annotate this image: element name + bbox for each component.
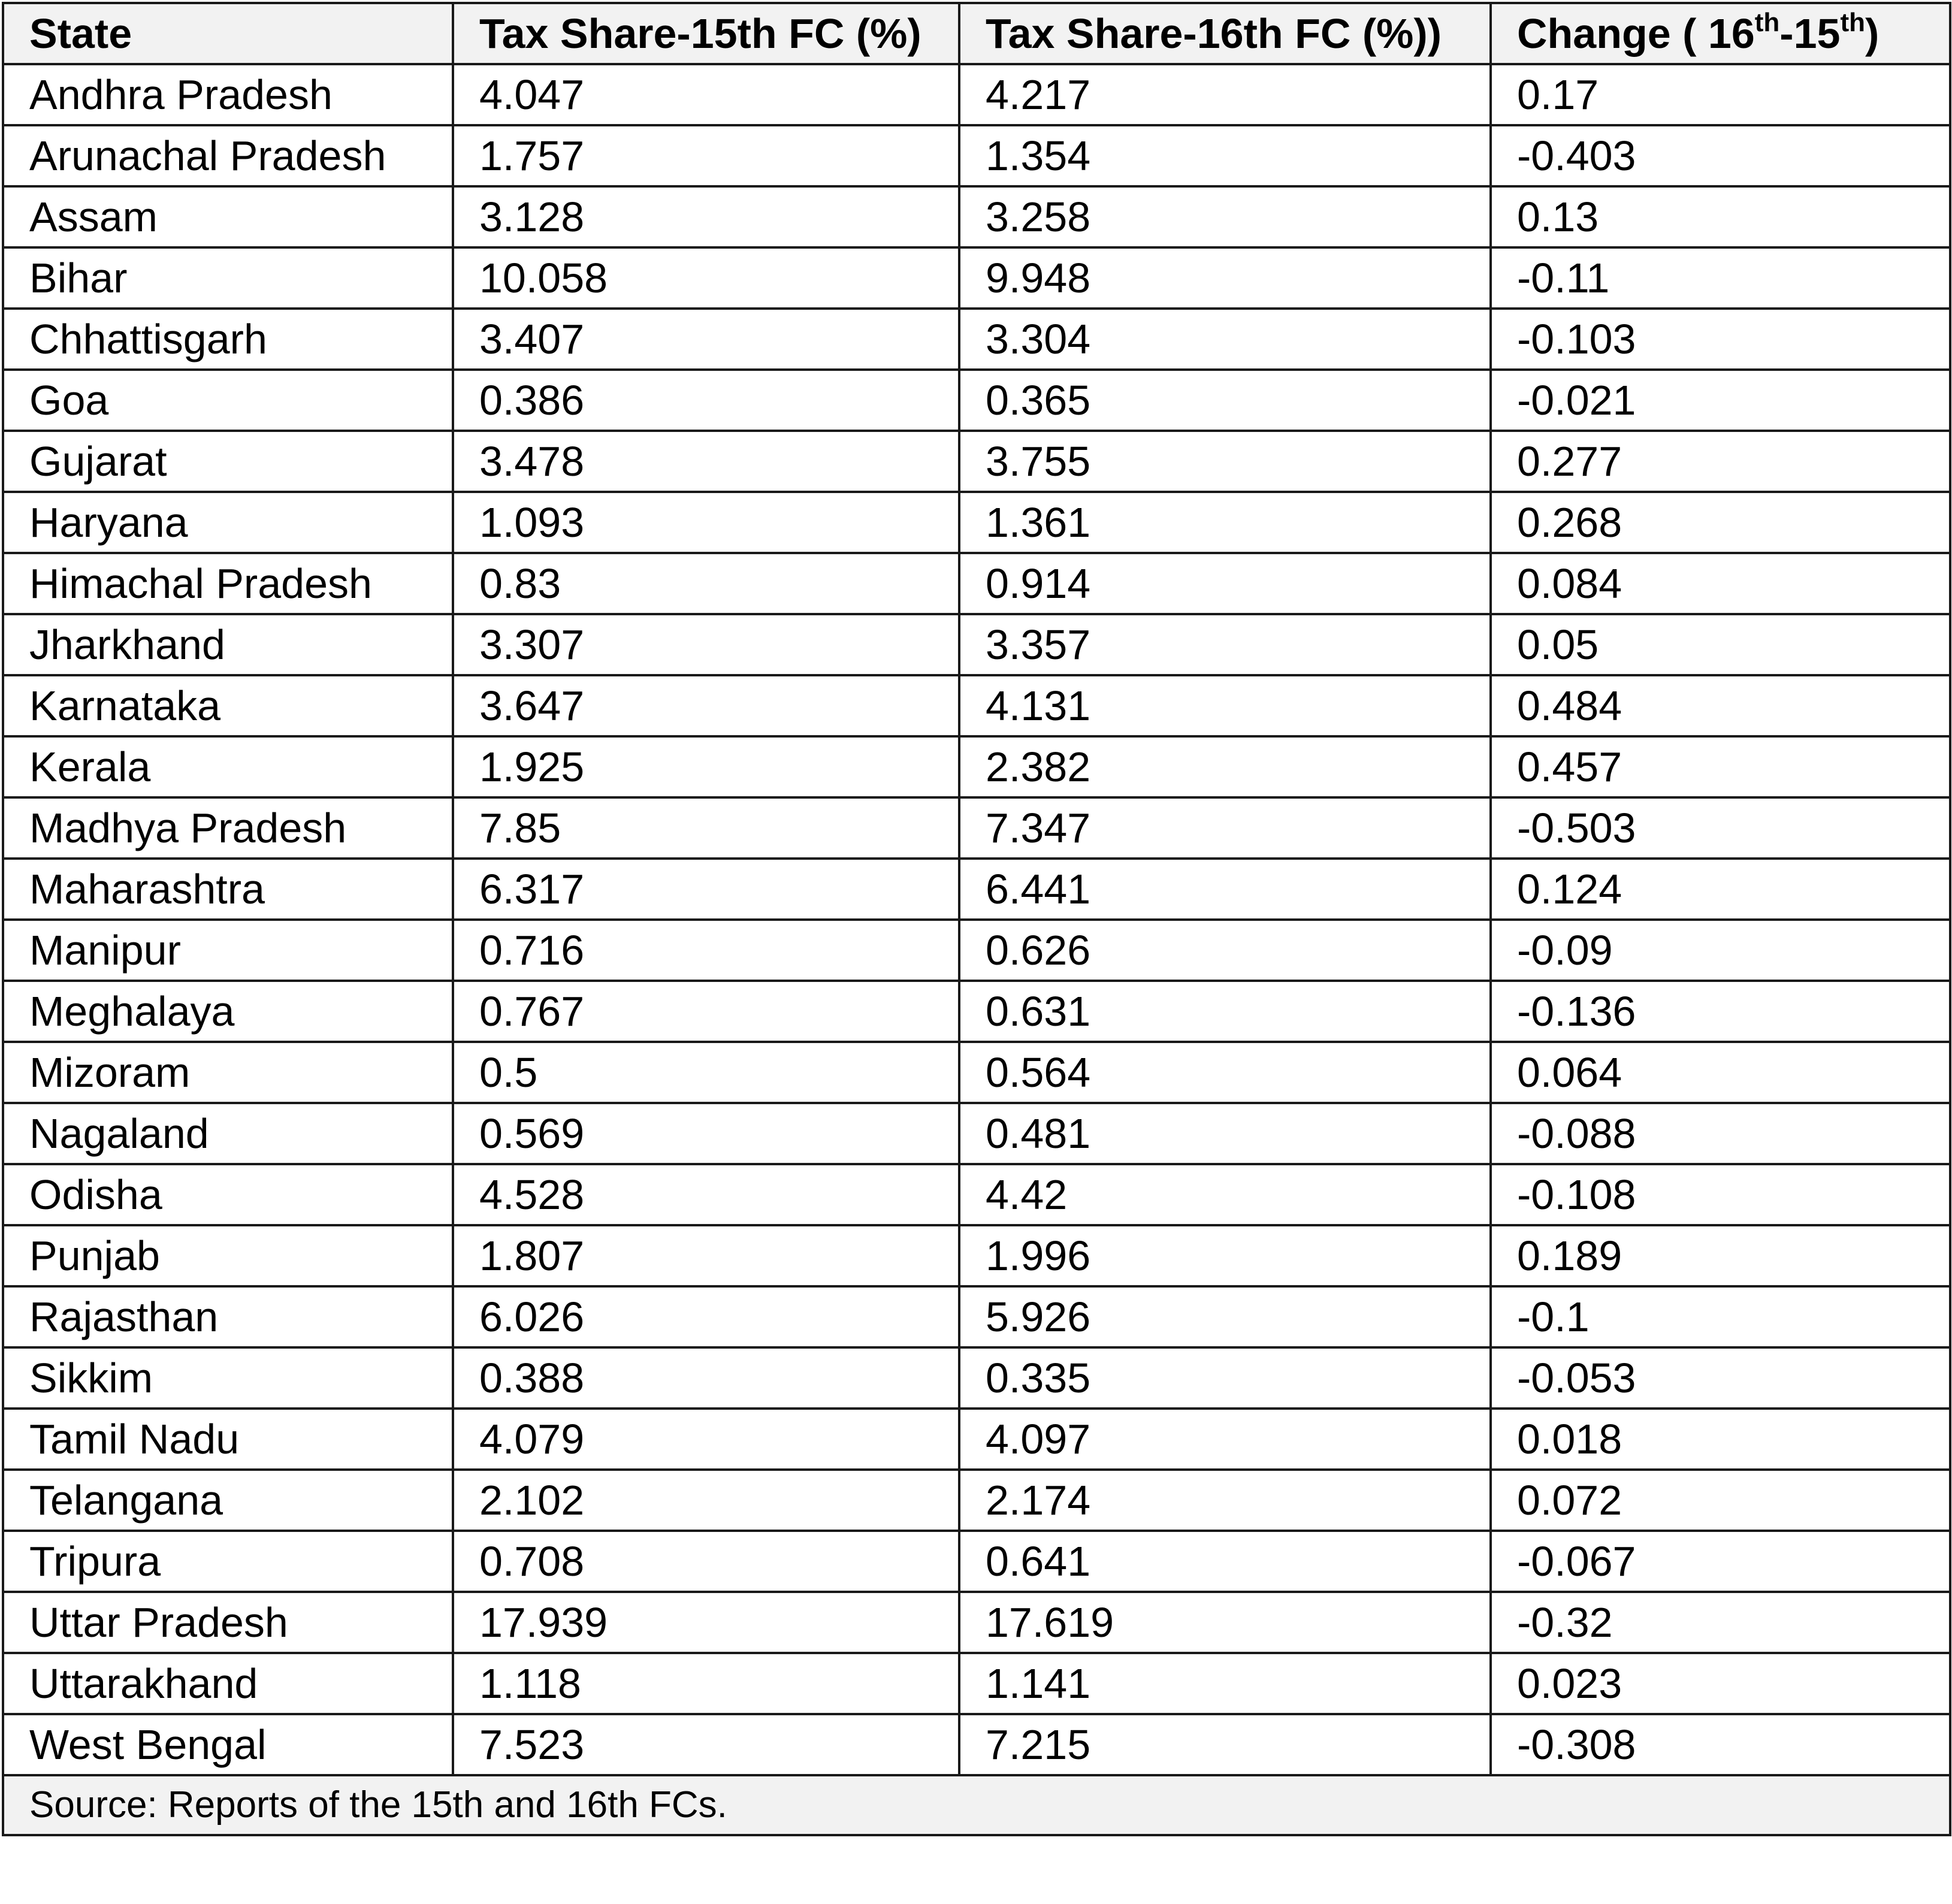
cell-change: -0.09 [1491, 920, 1950, 981]
cell-tax-share-16th: 1.141 [959, 1653, 1491, 1714]
cell-tax-share-15th: 0.767 [453, 981, 959, 1042]
cell-tax-share-15th: 6.026 [453, 1286, 959, 1347]
cell-tax-share-16th: 2.382 [959, 736, 1491, 797]
cell-tax-share-15th: 3.407 [453, 309, 959, 370]
cell-change: 0.072 [1491, 1470, 1950, 1531]
cell-tax-share-15th: 0.569 [453, 1103, 959, 1164]
cell-change: 0.484 [1491, 675, 1950, 736]
cell-state: Mizoram [3, 1042, 453, 1103]
table-row [3, 125, 1950, 186]
cell-state: Karnataka [3, 675, 453, 736]
cell-change: 0.084 [1491, 553, 1950, 614]
table-row [3, 370, 1950, 431]
header-state: State [3, 3, 453, 64]
cell-state: West Bengal [3, 1714, 453, 1775]
header-change-sup-1: th [1754, 7, 1780, 37]
cell-tax-share-16th: 0.641 [959, 1531, 1491, 1592]
cell-tax-share-15th: 0.716 [453, 920, 959, 981]
cell-change: -0.136 [1491, 981, 1950, 1042]
cell-tax-share-16th: 7.347 [959, 797, 1491, 859]
cell-state: Meghalaya [3, 981, 453, 1042]
cell-state: Jharkhand [3, 614, 453, 675]
cell-tax-share-15th: 3.307 [453, 614, 959, 675]
cell-change: 0.457 [1491, 736, 1950, 797]
cell-state: Maharashtra [3, 859, 453, 920]
header-row [3, 3, 1950, 64]
table-row [3, 309, 1950, 370]
table-row [3, 64, 1950, 125]
cell-tax-share-16th: 0.335 [959, 1347, 1491, 1409]
cell-tax-share-16th: 7.215 [959, 1714, 1491, 1775]
cell-tax-share-16th: 3.258 [959, 186, 1491, 247]
cell-tax-share-15th: 6.317 [453, 859, 959, 920]
cell-change: -0.088 [1491, 1103, 1950, 1164]
table-row [3, 1103, 1950, 1164]
cell-tax-share-15th: 0.83 [453, 553, 959, 614]
cell-change: 0.13 [1491, 186, 1950, 247]
table-row [3, 431, 1950, 492]
cell-tax-share-15th: 1.118 [453, 1653, 959, 1714]
cell-tax-share-15th: 4.079 [453, 1409, 959, 1470]
cell-state: Assam [3, 186, 453, 247]
table-row [3, 1164, 1950, 1225]
cell-tax-share-15th: 0.386 [453, 370, 959, 431]
cell-tax-share-16th: 1.354 [959, 125, 1491, 186]
table-row [3, 797, 1950, 859]
cell-change: -0.067 [1491, 1531, 1950, 1592]
cell-change: -0.1 [1491, 1286, 1950, 1347]
table-row [3, 247, 1950, 309]
cell-state: Himachal Pradesh [3, 553, 453, 614]
cell-state: Andhra Pradesh [3, 64, 453, 125]
header-change-sup-2: th [1840, 7, 1865, 37]
cell-tax-share-15th: 7.523 [453, 1714, 959, 1775]
table-row [3, 492, 1950, 553]
cell-change: -0.053 [1491, 1347, 1950, 1409]
cell-state: Odisha [3, 1164, 453, 1225]
cell-tax-share-15th: 4.528 [453, 1164, 959, 1225]
cell-tax-share-15th: 1.093 [453, 492, 959, 553]
cell-tax-share-16th: 3.304 [959, 309, 1491, 370]
cell-change: -0.503 [1491, 797, 1950, 859]
cell-state: Arunachal Pradesh [3, 125, 453, 186]
cell-change: -0.308 [1491, 1714, 1950, 1775]
cell-change: -0.403 [1491, 125, 1950, 186]
cell-change: -0.108 [1491, 1164, 1950, 1225]
header-change-suffix: ) [1865, 10, 1880, 57]
cell-change: 0.064 [1491, 1042, 1950, 1103]
table-row [3, 1714, 1950, 1775]
table-row [3, 1592, 1950, 1653]
cell-tax-share-15th: 0.5 [453, 1042, 959, 1103]
cell-tax-share-16th: 4.097 [959, 1409, 1491, 1470]
cell-change: 0.018 [1491, 1409, 1950, 1470]
cell-tax-share-15th: 2.102 [453, 1470, 959, 1531]
table-row [3, 736, 1950, 797]
table-row [3, 1286, 1950, 1347]
cell-tax-share-16th: 4.42 [959, 1164, 1491, 1225]
table-row [3, 1531, 1950, 1592]
cell-state: Chhattisgarh [3, 309, 453, 370]
cell-state: Kerala [3, 736, 453, 797]
cell-change: 0.023 [1491, 1653, 1950, 1714]
header-change-prefix: Change ( 16 [1517, 10, 1755, 57]
source-row [3, 1775, 1950, 1835]
cell-state: Tamil Nadu [3, 1409, 453, 1470]
cell-tax-share-16th: 0.481 [959, 1103, 1491, 1164]
cell-tax-share-16th: 0.914 [959, 553, 1491, 614]
cell-state: Madhya Pradesh [3, 797, 453, 859]
cell-tax-share-16th: 0.564 [959, 1042, 1491, 1103]
cell-state: Uttarakhand [3, 1653, 453, 1714]
cell-state: Manipur [3, 920, 453, 981]
cell-tax-share-16th: 0.631 [959, 981, 1491, 1042]
header-tax-share-16th: Tax Share-16th FC (%)) [959, 3, 1491, 64]
cell-tax-share-16th: 0.365 [959, 370, 1491, 431]
cell-tax-share-15th: 0.388 [453, 1347, 959, 1409]
cell-tax-share-16th: 6.441 [959, 859, 1491, 920]
cell-change: 0.05 [1491, 614, 1950, 675]
tax-share-table [2, 2, 1951, 1836]
cell-state: Goa [3, 370, 453, 431]
table-row [3, 614, 1950, 675]
cell-tax-share-16th: 3.357 [959, 614, 1491, 675]
cell-tax-share-16th: 17.619 [959, 1592, 1491, 1653]
cell-tax-share-16th: 1.361 [959, 492, 1491, 553]
cell-tax-share-15th: 3.128 [453, 186, 959, 247]
header-change-mid: -15 [1779, 10, 1841, 57]
cell-tax-share-16th: 1.996 [959, 1225, 1491, 1286]
cell-tax-share-15th: 17.939 [453, 1592, 959, 1653]
cell-change: -0.32 [1491, 1592, 1950, 1653]
cell-change: -0.11 [1491, 247, 1950, 309]
cell-change: 0.268 [1491, 492, 1950, 553]
cell-tax-share-16th: 9.948 [959, 247, 1491, 309]
cell-tax-share-16th: 0.626 [959, 920, 1491, 981]
cell-tax-share-16th: 5.926 [959, 1286, 1491, 1347]
table-row [3, 1347, 1950, 1409]
table-row [3, 1042, 1950, 1103]
table-row [3, 553, 1950, 614]
table-row [3, 1225, 1950, 1286]
cell-state: Sikkim [3, 1347, 453, 1409]
cell-change: 0.17 [1491, 64, 1950, 125]
cell-tax-share-15th: 3.478 [453, 431, 959, 492]
header-change [1491, 3, 1950, 64]
cell-tax-share-15th: 10.058 [453, 247, 959, 309]
table-row [3, 920, 1950, 981]
cell-state: Uttar Pradesh [3, 1592, 453, 1653]
cell-state: Haryana [3, 492, 453, 553]
cell-change: 0.189 [1491, 1225, 1950, 1286]
cell-tax-share-16th: 3.755 [959, 431, 1491, 492]
table-row [3, 981, 1950, 1042]
cell-state: Tripura [3, 1531, 453, 1592]
cell-tax-share-15th: 1.807 [453, 1225, 959, 1286]
cell-state: Rajasthan [3, 1286, 453, 1347]
cell-tax-share-15th: 1.757 [453, 125, 959, 186]
cell-tax-share-15th: 7.85 [453, 797, 959, 859]
cell-change: -0.021 [1491, 370, 1950, 431]
cell-tax-share-15th: 4.047 [453, 64, 959, 125]
cell-state: Bihar [3, 247, 453, 309]
cell-tax-share-16th: 4.131 [959, 675, 1491, 736]
cell-tax-share-16th: 2.174 [959, 1470, 1491, 1531]
cell-change: -0.103 [1491, 309, 1950, 370]
cell-state: Gujarat [3, 431, 453, 492]
source-note: Source: Reports of the 15th and 16th FCs. [3, 1775, 1950, 1835]
table-row [3, 186, 1950, 247]
table-row [3, 1470, 1950, 1531]
cell-tax-share-16th: 4.217 [959, 64, 1491, 125]
cell-tax-share-15th: 3.647 [453, 675, 959, 736]
cell-tax-share-15th: 1.925 [453, 736, 959, 797]
cell-state: Punjab [3, 1225, 453, 1286]
table-row [3, 1653, 1950, 1714]
cell-state: Telangana [3, 1470, 453, 1531]
cell-state: Nagaland [3, 1103, 453, 1164]
cell-tax-share-15th: 0.708 [453, 1531, 959, 1592]
header-tax-share-15th: Tax Share-15th FC (%) [453, 3, 959, 64]
cell-change: 0.277 [1491, 431, 1950, 492]
table-row [3, 675, 1950, 736]
table-row [3, 1409, 1950, 1470]
cell-change: 0.124 [1491, 859, 1950, 920]
table-row [3, 859, 1950, 920]
